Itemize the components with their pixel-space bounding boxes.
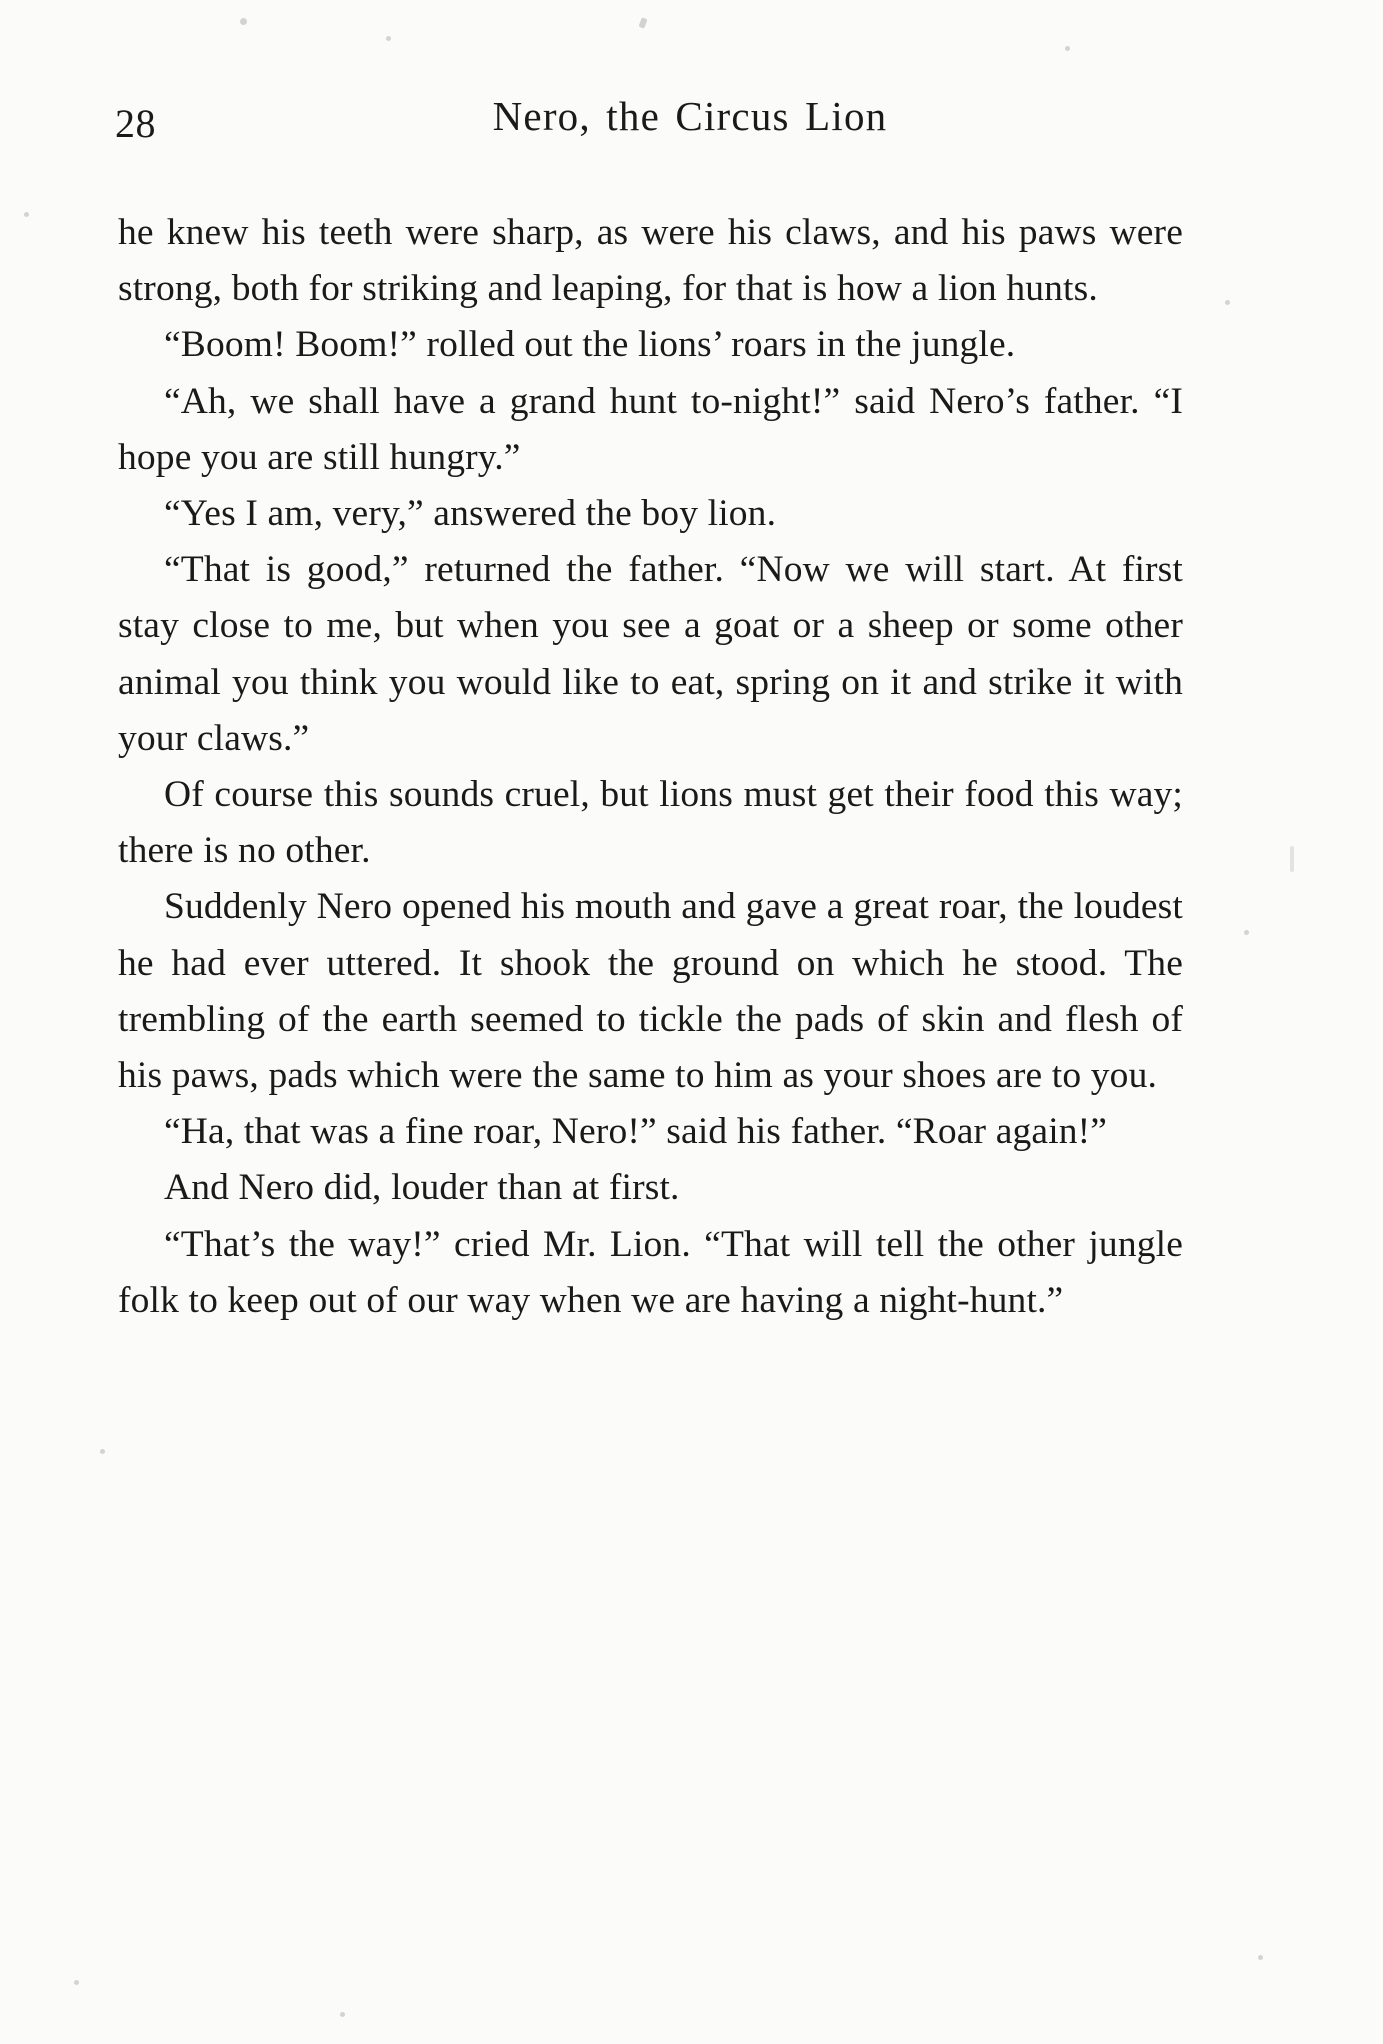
scan-speck xyxy=(386,36,391,41)
body-paragraph: “That is good,” returned the father. “Now we will start. At first stay close to me, but when you see a goat or a sheep or some other animal you think you would like to eat, spring on it and strike it with your claws.” xyxy=(118,549,1183,759)
body-paragraph: he knew his teeth were sharp, as were his claws, and his paws were strong, both for striking and leaping, for that is how a lion hunts. xyxy=(118,212,1183,310)
running-title: Nero, the Circus Lion xyxy=(492,93,888,139)
scan-speck xyxy=(1244,930,1249,935)
scan-speck xyxy=(100,1449,105,1454)
scan-speck xyxy=(340,2012,345,2017)
page-header xyxy=(115,92,1270,152)
scan-speck xyxy=(1258,1955,1263,1960)
page-number: 28 xyxy=(115,101,156,146)
scan-speck xyxy=(638,17,647,28)
scan-speck xyxy=(240,18,247,25)
body-paragraph: “Yes I am, very,” answered the boy lion. xyxy=(164,493,777,535)
page-body xyxy=(118,205,1183,1329)
scan-speck xyxy=(1225,300,1230,305)
scan-speck xyxy=(74,1980,79,1985)
scan-speck xyxy=(1290,846,1294,872)
body-paragraph: “Ah, we shall have a grand hunt to-night!” said Nero’s father. “I hope you are still hungry.” xyxy=(118,380,1183,478)
body-paragraph: Suddenly Nero opened his mouth and gave a great roar, the loudest he had ever uttered. It shook the ground on which he stood. The trembling of the earth seemed to tickle the pads of skin and flesh of his paws, pads which were the same to him as your shoes are to you. xyxy=(118,886,1183,1097)
scan-speck xyxy=(1065,46,1070,51)
body-paragraph: Of course this sounds cruel, but lions must get their food this way; there is no other. xyxy=(118,774,1183,872)
body-paragraph: “Boom! Boom!” rolled out the lions’ roars in the jungle. xyxy=(164,324,1016,366)
body-paragraph: And Nero did, louder than at first. xyxy=(164,1167,680,1209)
scan-speck xyxy=(24,212,29,217)
body-paragraph: “Ha, that was a fine roar, Nero!” said his father. “Roar again!” xyxy=(164,1111,1108,1153)
body-paragraph: “That’s the way!” cried Mr. Lion. “That will tell the other jungle folk to keep out of our way when we are having a night-hunt.” xyxy=(118,1223,1183,1321)
